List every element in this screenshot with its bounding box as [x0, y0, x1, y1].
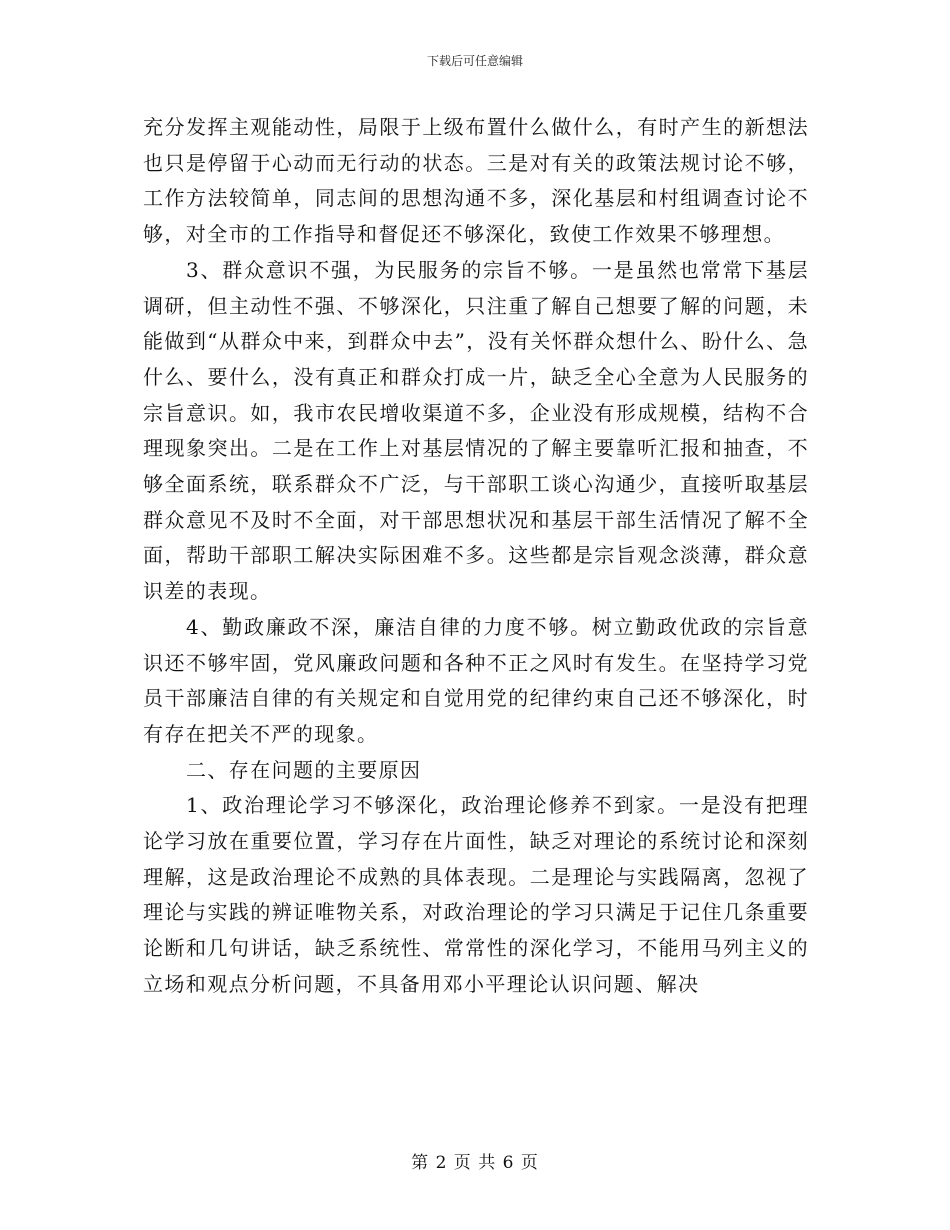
paragraph-cause-1: 1、政治理论学习不够深化，政治理论修养不到家。一是没有把理论学习放在重要位置，学习存在片面性，缺乏对理论的系统讨论和深刻理解，这是政治理论不成熟的具体表现。二是理论与实践隔离，忽视了理论与实践的辨证唯物关系，对政治理论的学习只满足于记住几条重要论断和几句讲话，缺乏系统性、常常性的深化学习，不能用马列主义的立场和观点分析问题，不具备用邓小平理论认识问题、解决 [143, 793, 809, 996]
paragraph-section-3: 3、群众意识不强，为民服务的宗旨不够。一是虽然也常常下基层调研，但主动性不强、不够深化，只注重了解自己想要了解的问题，未能做到“从群众中来，到群众中去”，没有关怀群众想什么、盼什么、急什么、要什么，没有真正和群众打成一片，缺乏全心全意为人民服务的宗旨意识。如，我市农民增收渠道不多，企业没有形成规模，结构不合理现象突出。二是在工作上对基层情况的了解主要靠听汇报和抽查，不够全面系统，联系群众不广泛，与干部职工谈心沟通少，直接听取基层群众意见不及时不全面，对干部思想状况和基层干部生活情况了解不全面，帮助干部职工解决实际困难不多。这些都是宗旨观念淡薄，群众意识差的表现。 [143, 257, 809, 604]
paragraph-continuation: 充分发挥主观能动性，局限于上级布置什么做什么，有时产生的新想法也只是停留于心动而无行动的状态。三是对有关的政策法规讨论不够，工作方法较简单，同志间的思想沟通不多，深化基层和村组调查讨论不够，对全市的工作指导和督促还不够深化，致使工作效果不够理想。 [143, 115, 809, 247]
section-heading: 二、存在问题的主要原因 [186, 757, 422, 782]
paragraph-section-4: 4、勤政廉政不深，廉洁自律的力度不够。树立勤政优政的宗旨意识还不够牢固，党风廉政问题和各种不正之风时有发生。在坚持学习党员干部廉洁自律的有关规定和自觉用党的纪律约束自己还不够深化，时有存在把关不严的现象。 [143, 614, 809, 746]
document-body [143, 110, 809, 1003]
page-header: 下载后可任意编辑 [426, 54, 523, 68]
page-number: 第 2 页 共 6 页 [411, 1153, 539, 1173]
